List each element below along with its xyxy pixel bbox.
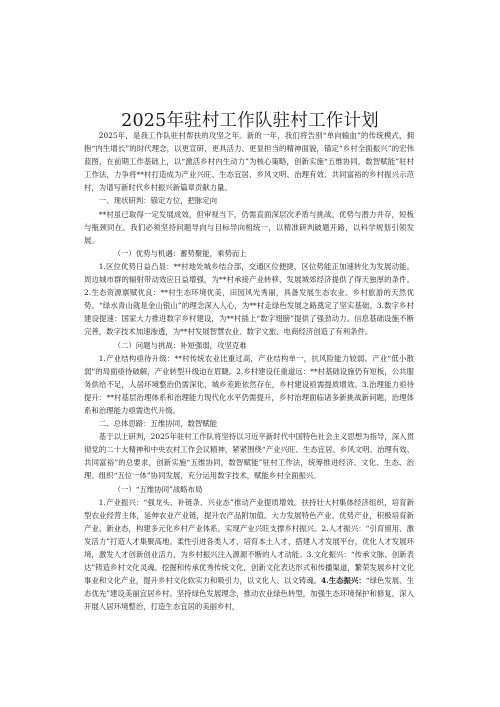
section-1b-paragraph: 1.产业结构亟待升级：**村传统农业比重过高，产业结构单一，抗风险能力较弱。产业“低小散弱”的局面亟待破解，产业转型升级迫在眉睫。2.乡村建设任重道远：**村基础设施仍有短板，公共服务供给不足，人居环境整治仍需深化，城乡差距依然存在，乡村建设亟需提质增效。3.治理能力亟待提升：**村基层治理体系和治理能力现代化水平仍需提升，乡村治理面临诸多新挑战新问题，治理体系和治理能力亟需迭代升级。	[84, 353, 414, 415]
document-body	[84, 129, 414, 613]
section-2a-text: 1.产业振兴：“强龙头、补链条、兴业态”推动产业提质增效。扶持壮大村集体经济组织，培育新型农业经营主体，延伸农业产业链，提升农产品附加值。大力发展特色产业、优势产业，积极培育新产业、新业态，构建多元化乡村产业体系，实现产业兴旺支撑乡村振兴。2.人才振兴：“引育留用、激发活力”打造人才集聚高地。柔性引进各类人才，培育本土人才，搭建人才发展平台，优化人才发展环境，激发人才创新创业活力，为乡村振兴注入源源不断的人才动能。3.文化振兴：“传承文脉、创新表达”铸造乡村文化灵魂。挖掘和传承优秀传统文化，创新文化表达形式和传播渠道，繁荣发展乡村文化事业和文化产业，提升乡村文化软实力和吸引力，以文化人、以文铸魂。	[84, 497, 414, 586]
section-2a-paragraph	[84, 496, 414, 614]
document-title: 2025年驻村工作队驻村工作计划	[121, 111, 379, 131]
section-1a-paragraph: 1.区位优势日益凸显：**村地处城乡结合部，交通区位便捷，区位势能正加速转化为发展动能。周边城市群的辐射带动效应日益增强，为**村承接产业转移、发展城郊经济提供了得天独厚的条件。2.生态资源禀赋优良：**村生态环境优美，田园风光秀丽，具备发展生态农业、乡村旅游的天然优势。“绿水青山就是金山银山”的理念深入人心，为**村走绿色发展之路奠定了坚实基础。3.数字乡村建设提速：国家大力推进数字乡村建设，为**村插上“数字翅膀”提供了强劲动力。信息基础设施不断完善，数字技术加速渗透，为**村发展智慧农业、数字文旅、电商经济创造了有利条件。	[84, 261, 414, 337]
section-1-heading: 一、现状研判：锚定方位，把脉定向	[98, 196, 218, 206]
section-1b-heading: （二）问题与挑战：补短强弱，攻坚克难	[113, 340, 247, 350]
section-2-paragraph: 基于以上研判，2025年驻村工作队将坚持以习近平新时代中国特色社会主义思想为指导，深入贯彻党的二十大精神和中央农村工作会议精神，紧紧围绕“产业兴旺、生态宜居、乡风文明、治理有效、共同富裕”的总要求，创新实施“五维协同，数智赋能”驻村工作法，统筹推进经济、文化、生态、治理、组织“五位一体”协同发展，充分运用数字技术，赋能乡村全面振兴。	[84, 432, 414, 481]
section-1a-heading: （一）优势与机遇：蓄势聚能，乘势而上	[113, 248, 247, 258]
intro-paragraph: 2025年，是我工作队驻村帮扶的攻坚之年。新的一年，我们将告别“单向输血”的传统模式，拥抱“内生增长”的时代理念，以更宣研、更具活力、更显担当的精神面貌，锚定“乡村全面振兴”的宏伟蓝图，在前期工作基础上，以“激活乡村内生动力”为核心策略，创新实施“五维协同，数智赋能”驻村工作法，力争将**村打造成为产业兴旺、生态宜居、乡风文明、治理有效、共同富裕的乡村振兴示范村，为谱写新时代乡村振兴新篇章贡献力量。	[84, 131, 414, 193]
section-2a-heading: （一）“五维协同”战略布局	[113, 484, 203, 494]
eco-revitalization-lead: 4.生态振兴：	[321, 576, 366, 586]
eco-revitalization-text: “绿色发展、生态优先”建设美丽宜居乡村。坚持绿色发展理念，推动农业绿色转型，加强生态环境保护和修复，深入开展人居环境整治，打造生态宜居的美丽乡村，	[84, 576, 414, 612]
section-1-paragraph: **村虽已取得一定发展成效，但审视当下，仍需直面深层次矛盾与挑战。优势与潜力并存，短板与瓶颈同在。我们必须坚持问题导向与目标导向相统一，以精准研判破题开路，以科学规划引领发展。	[84, 209, 414, 245]
section-2-heading: 二、总体思路：五维协同，数智赋能	[98, 419, 218, 429]
